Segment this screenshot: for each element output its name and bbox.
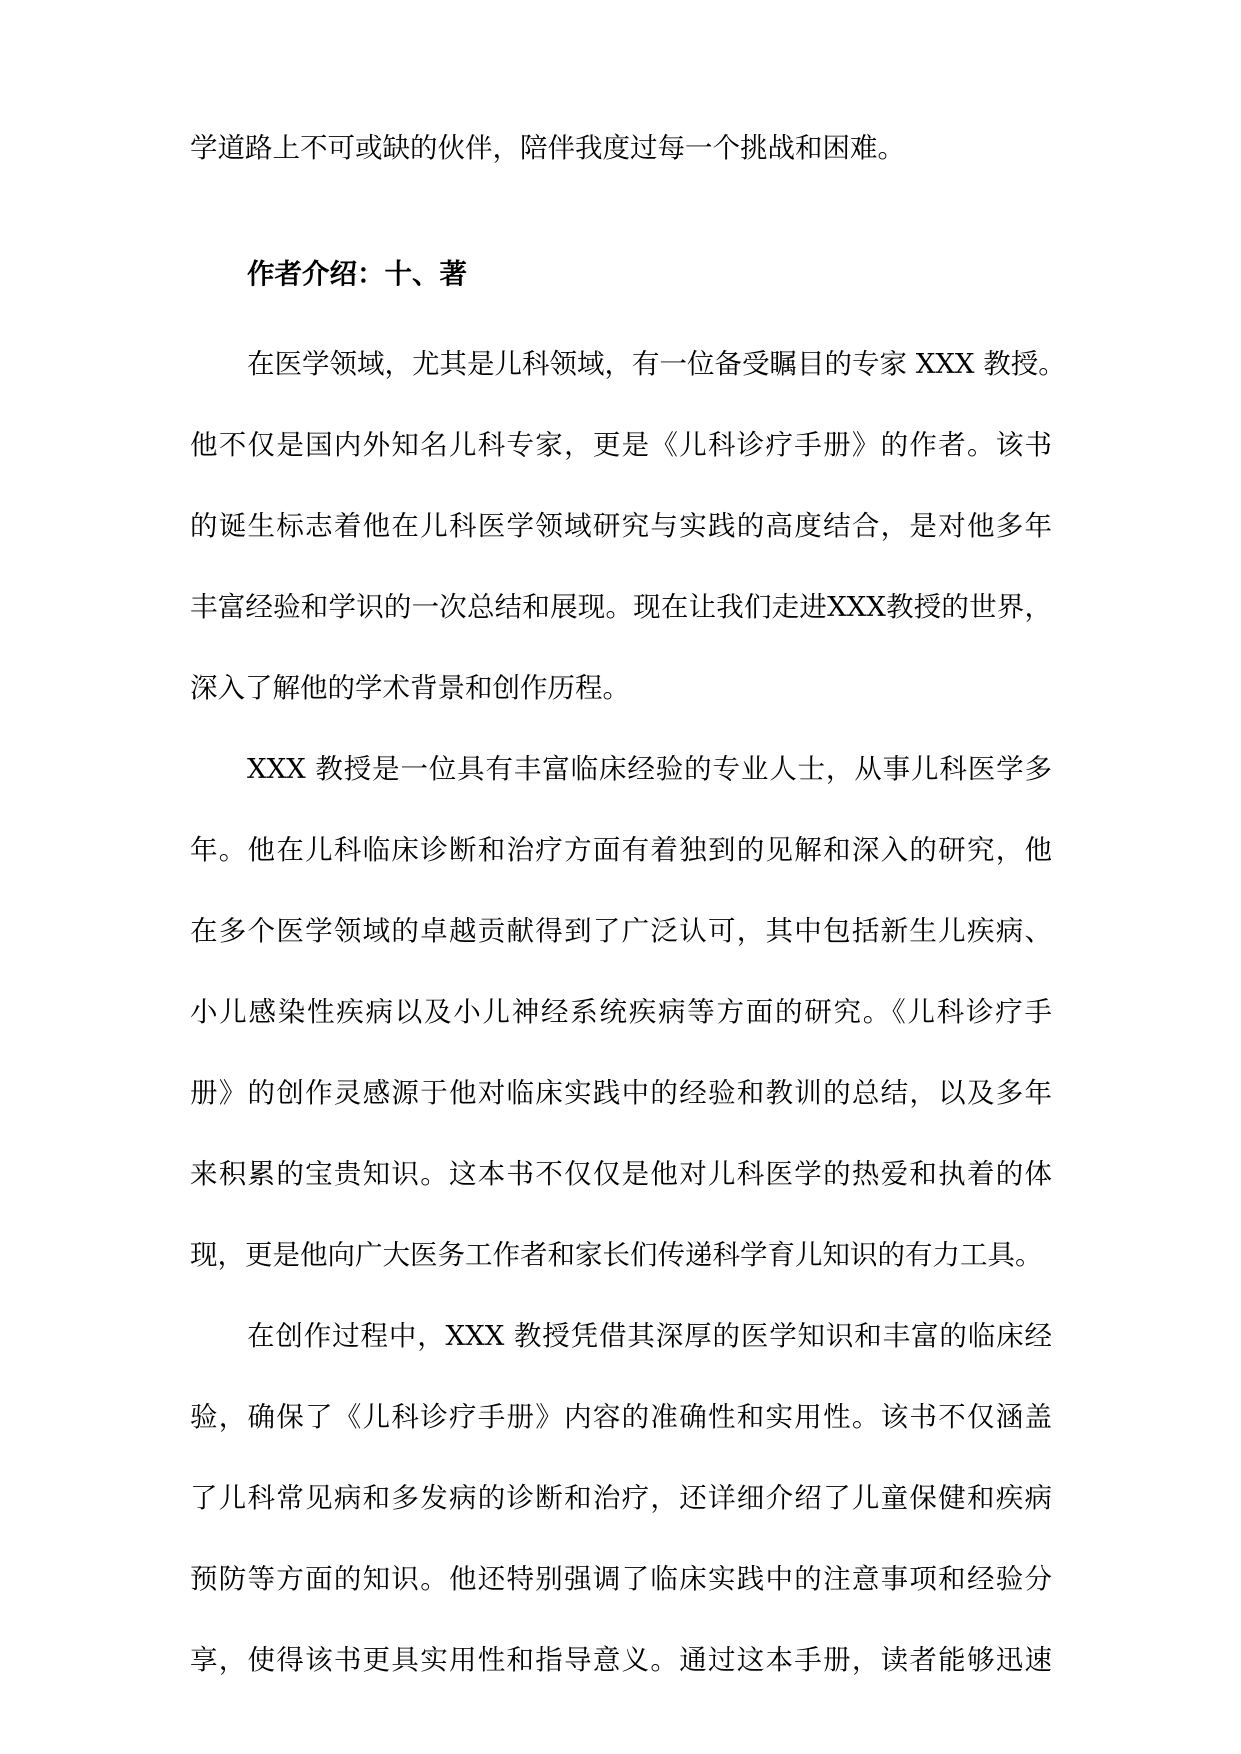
text-line: 预防等方面的知识。他还特别强调了临床实践中的注意事项和经验分 [190, 1563, 1052, 1595]
paragraph-creation-process [190, 1319, 1052, 1677]
section-heading: 作者介绍：十、著 [247, 258, 467, 290]
text-line: 验，确保了《儿科诊疗手册》内容的准确性和实用性。该书不仅涵盖 [190, 1401, 1052, 1433]
paragraph-intro [190, 131, 1052, 165]
text-line: 在多个医学领域的卓越贡献得到了广泛认可，其中包括新生儿疾病、 [190, 915, 1052, 947]
text-line: 了儿科常见病和多发病的诊断和治疗，还详细介绍了儿童保健和疾病 [190, 1482, 1052, 1514]
text-line: 现，更是他向广大医务工作者和家长们传递科学育儿知识的有力工具。 [190, 1239, 1043, 1271]
paragraph-author-background [190, 752, 1052, 1272]
text-line: 享，使得该书更具实用性和指导意义。通过这本手册，读者能够迅速 [190, 1644, 1052, 1676]
paragraph-author-intro [190, 347, 1066, 705]
text-line: XXX 教授是一位具有丰富临床经验的专业人士，从事儿科医学多 [247, 753, 1052, 785]
text-line: 丰富经验和学识的一次总结和展现。现在让我们走进XXX教授的世界， [190, 591, 1052, 623]
text-line: 在医学领域，尤其是儿科领域，有一位备受瞩目的专家 XXX 教授。 [247, 348, 1066, 380]
text-line: 来积累的宝贵知识。这本书不仅仅是他对儿科医学的热爱和执着的体 [190, 1158, 1052, 1190]
document-body [190, 131, 1066, 1677]
text-line: 册》的创作灵感源于他对临床实践中的经验和教训的总结，以及多年 [190, 1077, 1052, 1109]
text-line: 的诞生标志着他在儿科医学领域研究与实践的高度结合，是对他多年 [190, 510, 1052, 542]
text-line: 年。他在儿科临床诊断和治疗方面有着独到的见解和深入的研究，他 [190, 834, 1052, 866]
text-line: 小儿感染性疾病以及小儿神经系统疾病等方面的研究。《儿科诊疗手 [190, 996, 1052, 1028]
text-line: 深入了解他的学术背景和创作历程。 [190, 672, 630, 704]
text-line: 他不仅是国内外知名儿科专家，更是《儿科诊疗手册》的作者。该书 [190, 429, 1052, 461]
text-line: 学道路上不可或缺的伙伴，陪伴我度过每一个挑战和困难。 [190, 132, 905, 164]
text-line: 在创作过程中，XXX 教授凭借其深厚的医学知识和丰富的临床经 [247, 1320, 1052, 1352]
